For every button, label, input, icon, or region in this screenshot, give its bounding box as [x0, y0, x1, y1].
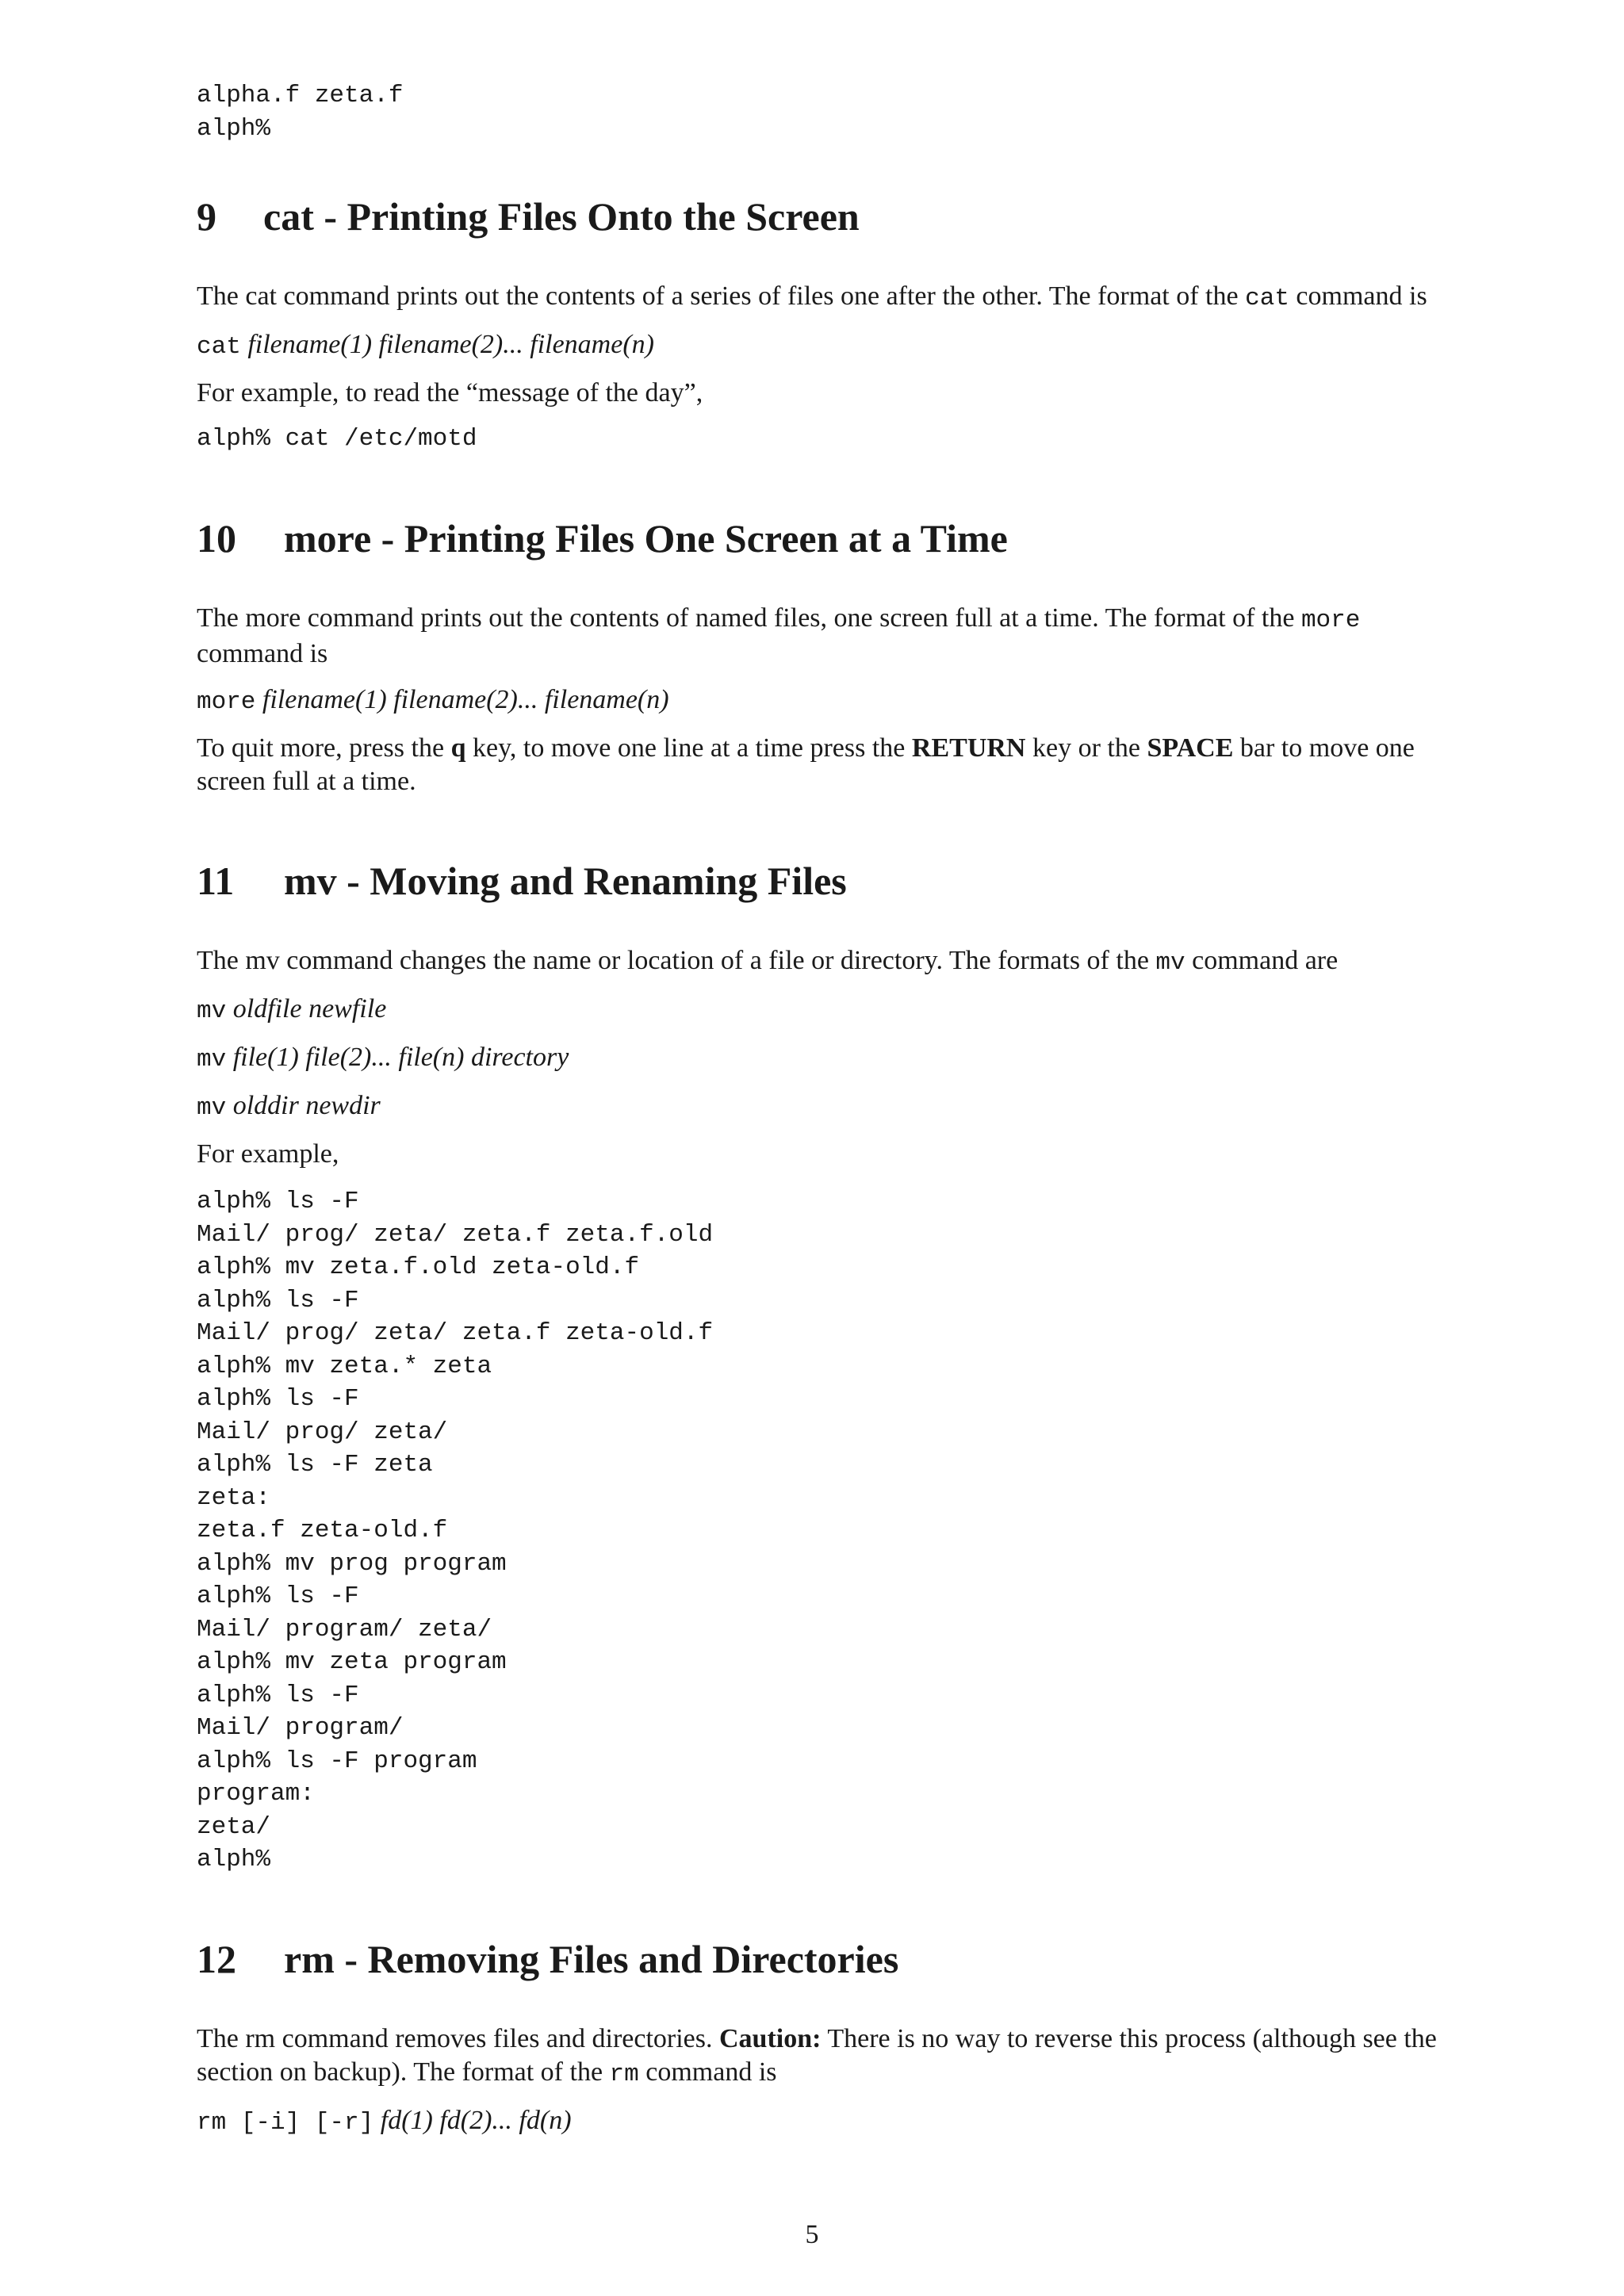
document-page [197, 79, 1457, 2140]
section-number: 11 [197, 859, 235, 903]
command-name: rm [-i] [-r] [197, 2108, 374, 2137]
cat-example-code: alph% cat /etc/motd [197, 425, 477, 453]
top-code-block [197, 79, 1457, 145]
section-number: 9 [197, 194, 216, 239]
mv-intro-paragraph [197, 944, 1457, 980]
text-run: The cat command prints out the contents of a series of files one after the other. The format of the [197, 281, 1246, 311]
command-args: filename(1) filename(2)... filename(n) [247, 330, 654, 359]
page-number: 5 [805, 2220, 819, 2249]
code-line: alpha.f zeta.f [197, 82, 404, 109]
command-args: olddir newdir [232, 1091, 381, 1120]
section-title: more - Printing Files One Screen at a Time [284, 516, 1008, 561]
mv-syntax-3 [197, 1089, 1457, 1125]
text-run: command is [1289, 281, 1427, 311]
section-title: rm - Removing Files and Directories [284, 1936, 899, 1981]
text-run: command are [1185, 946, 1339, 975]
text-run: command is [197, 639, 328, 668]
section-title: mv - Moving and Renaming Files [284, 859, 847, 903]
text-run: There is no way to reverse this process (although see the section on backup). The format of the [197, 2023, 1437, 2087]
text-run: key or the [1025, 733, 1147, 763]
command-name: mv [197, 1046, 227, 1073]
command-args: file(1) file(2)... file(n) directory [232, 1043, 569, 1072]
key-name: q [450, 733, 466, 763]
command-name: cat [197, 333, 241, 361]
mv-example-code: alph% ls -F Mail/ prog/ zeta/ zeta.f zeta.f.old alph% mv zeta.f.old zeta-old.f alph% ls -F Mail/ prog/ zeta/ zeta.f zeta-old.f alph% mv zeta.* zeta alph% ls -F Mail/ prog/ zeta/ alph% ls -F zeta zeta: zeta.f zeta-old.f alph% mv prog program alph% ls -F Mail/ program/ zeta/ alph% mv zeta program alph% ls -F Mail/ program/ alph% ls -F program program: zeta/ alph% [197, 1188, 714, 1873]
more-intro-paragraph [197, 602, 1457, 671]
text-run: bar to move one screen full at a time. [197, 733, 1415, 796]
command-name: more [197, 688, 256, 716]
section-10-heading [197, 515, 1457, 562]
text-run: key, to move one line at a time press the [465, 733, 912, 763]
section-9-heading [197, 193, 1457, 240]
mv-example-intro: For example, [197, 1139, 339, 1169]
key-name: RETURN [911, 733, 1026, 763]
section-12-heading [197, 1935, 1457, 1983]
inline-code: more [1300, 607, 1361, 634]
text-run: The mv command changes the name or location of a file or directory. The formats of the [197, 946, 1156, 975]
section-11-heading [197, 857, 1457, 905]
mv-syntax-2 [197, 1041, 1457, 1077]
section-number: 10 [197, 516, 236, 561]
command-name: mv [197, 1094, 227, 1122]
section-title: cat - Printing Files Onto the Screen [263, 194, 860, 239]
mv-syntax-1 [197, 993, 1457, 1028]
text-run: The more command prints out the contents of named files, one screen full at a time. The format of the [197, 603, 1301, 633]
cat-syntax [197, 328, 1457, 364]
command-args: fd(1) fd(2)... fd(n) [380, 2105, 572, 2135]
code-line: alph% [197, 114, 271, 143]
command-args: filename(1) filename(2)... filename(n) [262, 685, 669, 714]
section-number: 12 [197, 1936, 236, 1981]
key-name: SPACE [1147, 733, 1234, 763]
rm-syntax [197, 2104, 1457, 2140]
text-run: command is [638, 2057, 777, 2087]
caution-label: Caution: [719, 2023, 822, 2053]
text-run: The rm command removes files and directories. [197, 2023, 719, 2053]
cat-intro-paragraph [197, 280, 1457, 316]
rm-intro-paragraph [197, 2022, 1457, 2091]
command-args: oldfile newfile [232, 994, 387, 1024]
inline-code: mv [1155, 949, 1185, 977]
command-name: mv [197, 997, 227, 1025]
inline-code: cat [1245, 285, 1289, 312]
more-quit-paragraph [197, 732, 1457, 798]
more-syntax [197, 683, 1457, 719]
text-run: To quit more, press the [197, 733, 451, 763]
inline-code: rm [609, 2060, 639, 2088]
cat-example-intro: For example, to read the “message of the day”, [197, 378, 703, 408]
